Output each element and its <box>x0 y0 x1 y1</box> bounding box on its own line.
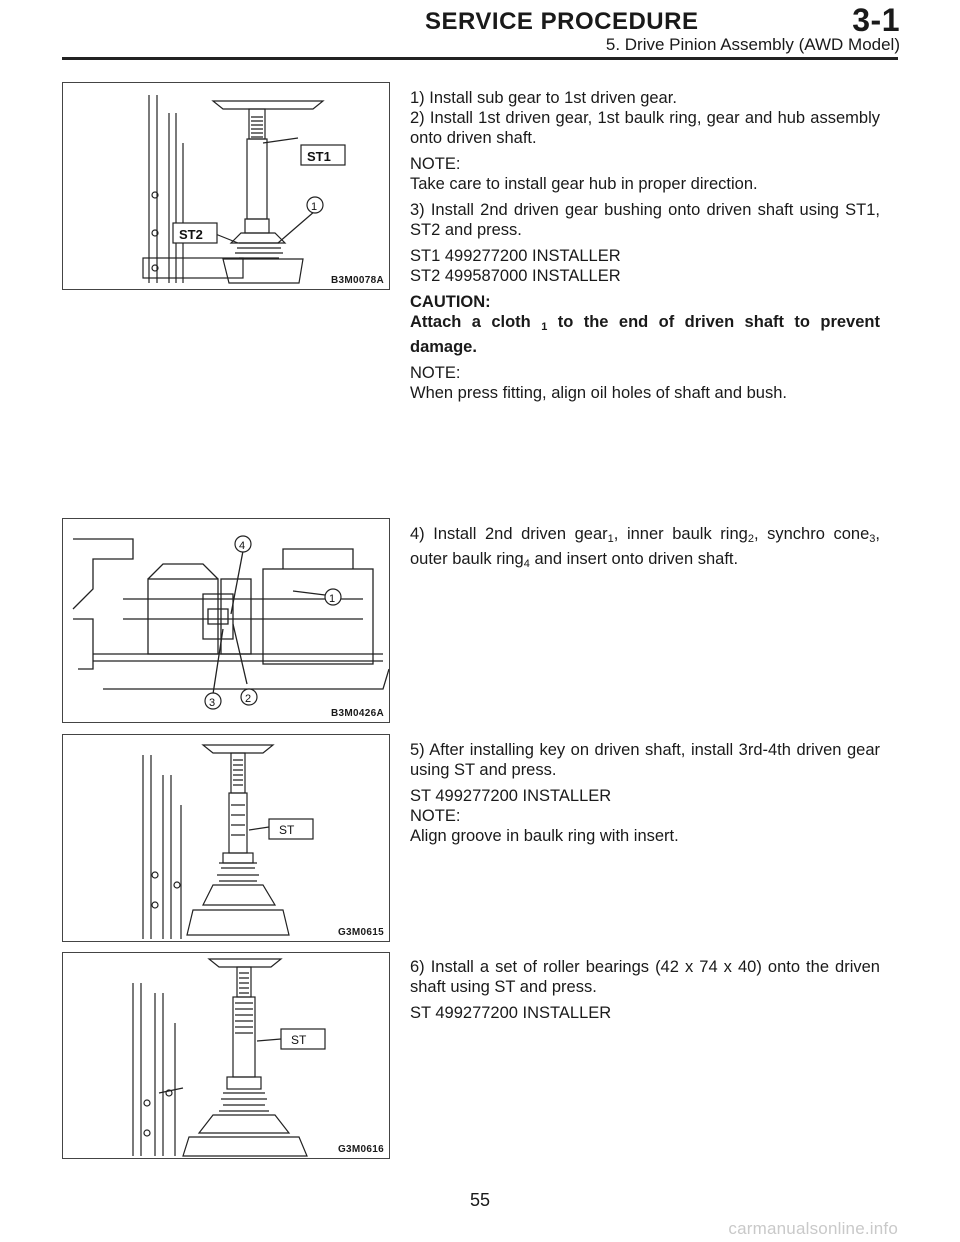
step-1: 1) Install sub gear to 1st driven gear. <box>410 89 677 107</box>
gear-cross-section-illustration <box>63 519 389 722</box>
label-callout-1: 1 <box>311 201 318 213</box>
note-label-2: NOTE: <box>410 364 461 382</box>
label-st: ST <box>279 823 295 837</box>
note-label: NOTE: <box>410 155 461 173</box>
figure-b3m0078a <box>62 82 390 290</box>
label-st1: ST1 <box>307 149 331 164</box>
tool-st: ST 499277200 INSTALLER <box>410 787 612 805</box>
callout-1: 1 <box>607 533 614 545</box>
section-code: 3-1 <box>852 2 900 38</box>
label-st2: ST2 <box>179 227 203 242</box>
step-6: 6) Install a set of roller bearings (42 x 74 x 40) onto the driven shaft using ST and press. <box>410 958 880 996</box>
header-divider <box>62 57 898 60</box>
note-label: NOTE: <box>410 807 461 825</box>
section-step-6 <box>410 957 880 1029</box>
page-number: 55 <box>469 1190 491 1210</box>
press-illustration-4 <box>63 953 389 1158</box>
step-4: 4) Install 2nd driven gear$_1$, inner baulk ring$_2$, synchro cone$_3$, outer baulk ring$_4$ and insert onto driven shaft. <box>410 525 880 570</box>
figure-code: G3M0616 <box>337 1144 384 1155</box>
figure-code: G3M0615 <box>337 927 384 938</box>
figure-g3m0615 <box>62 734 390 942</box>
step-5: 5) After installing key on driven shaft, install 3rd-4th driven gear using ST and press. <box>410 741 880 779</box>
callout-2: 2 <box>747 533 754 545</box>
callout-3: 3 <box>869 533 876 545</box>
figure-g3m0616 <box>62 952 390 1159</box>
press-illustration-1 <box>63 83 389 289</box>
step-3: 3) Install 2nd driven gear bushing onto driven shaft using ST1, ST2 and press. <box>410 201 880 239</box>
label-st: ST <box>291 1033 307 1047</box>
label-callout-2: 2 <box>245 693 252 705</box>
page-section-title: SERVICE PROCEDURE <box>425 8 699 35</box>
press-illustration-3 <box>63 735 389 941</box>
callout-1: 1 <box>541 321 548 333</box>
section-steps-1-3 <box>410 88 880 409</box>
watermark: carmanualsonline.info <box>728 1219 898 1238</box>
section-step-5 <box>410 740 880 852</box>
label-callout-4: 4 <box>239 540 246 552</box>
section-step-4 <box>410 524 880 580</box>
callout-4: 4 <box>523 558 530 570</box>
tool-st1: ST1 499277200 INSTALLER <box>410 247 621 265</box>
note-text: Align groove in baulk ring with insert. <box>410 827 679 845</box>
label-callout-1-fig2: 1 <box>329 593 336 605</box>
caution-text: Attach a cloth $_1$ to the end of driven shaft to prevent damage. <box>410 313 880 356</box>
caution-label: CAUTION: <box>410 293 491 311</box>
note-text: Take care to install gear hub in proper direction. <box>410 175 758 193</box>
section-subtitle: 5. Drive Pinion Assembly (AWD Model) <box>605 35 900 54</box>
tool-st: ST 499277200 INSTALLER <box>410 1004 612 1022</box>
note-text-2: When press fitting, align oil holes of shaft and bush. <box>410 384 787 402</box>
figure-code: B3M0426A <box>331 708 384 719</box>
step-2: 2) Install 1st driven gear, 1st baulk ring, gear and hub assembly onto driven shaft. <box>410 109 880 147</box>
label-callout-3: 3 <box>209 697 216 709</box>
tool-st2: ST2 499587000 INSTALLER <box>410 267 621 285</box>
figure-code: B3M0078A <box>331 275 384 286</box>
figure-b3m0426a <box>62 518 390 723</box>
